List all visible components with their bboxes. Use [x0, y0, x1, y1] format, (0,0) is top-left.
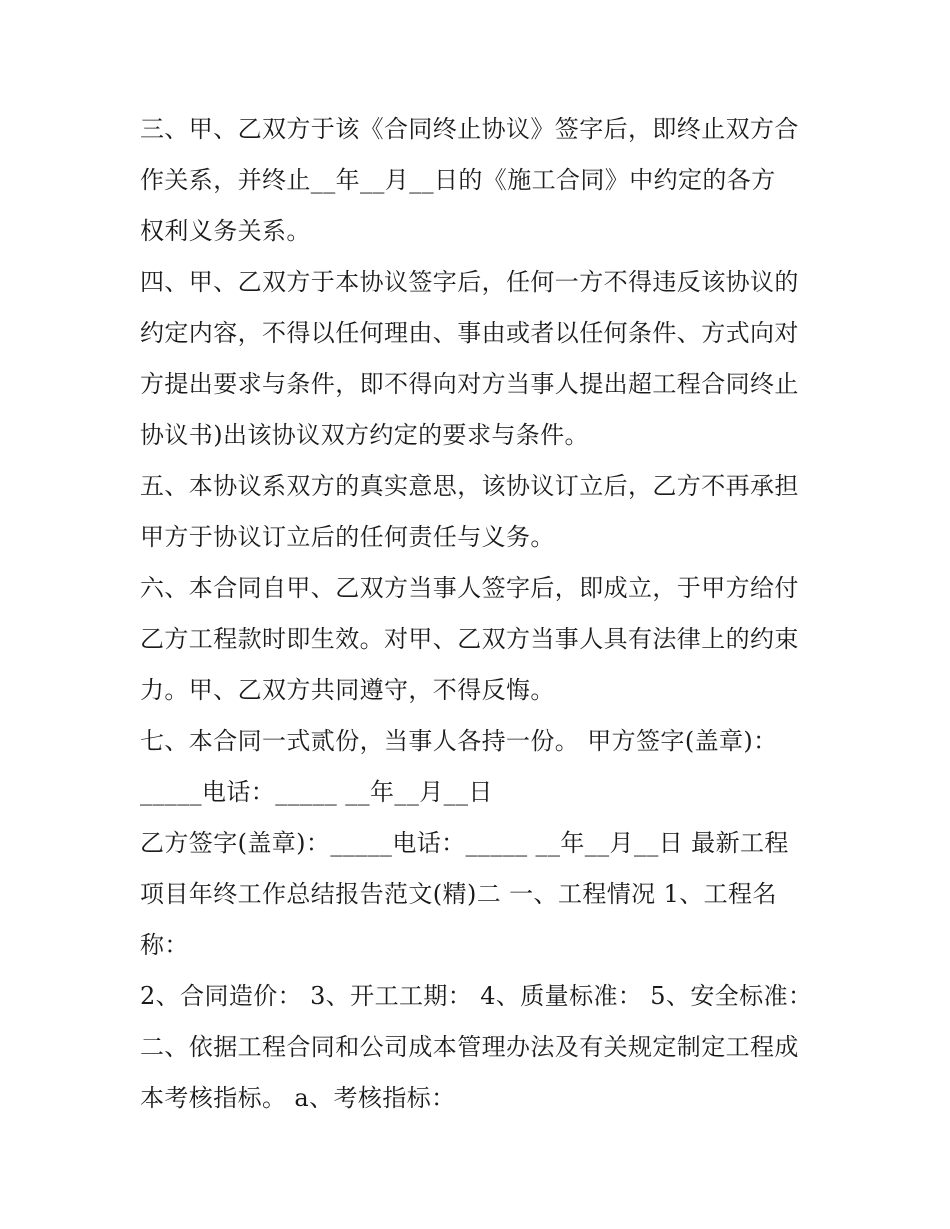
text-line: 约定内容，不得以任何理由、事由或者以任何条件、方式向对 — [140, 319, 799, 347]
text-line: 本考核指标。 a、考核指标： — [140, 1084, 456, 1112]
text-line: 甲方于协议订立后的任何责任与义务。 — [140, 523, 555, 551]
text-line: 七、本合同一式贰份，当事人各持一份。 甲方签字(盖章)： — [140, 727, 778, 755]
text-line: 2、合同造价： 3、开工工期： 4、质量标准： 5、安全标准： — [140, 982, 813, 1010]
text-line: 五、本协议系双方的真实意思，该协议订立后，乙方不再承担 — [140, 472, 799, 500]
text-line: 项目年终工作总结报告范文(精)二 一、工程情况 1、工程名 — [140, 880, 777, 908]
text-line: 六、本合同自甲、乙双方当事人签字后，即成立，于甲方给付 — [140, 574, 799, 602]
text-line: 协议书)出该协议双方约定的要求与条件。 — [140, 421, 589, 449]
text-line: 方提出要求与条件，即不得向对方当事人提出超工程合同终止 — [140, 370, 799, 398]
text-line: 乙方签字(盖章)：_____电话：_____ __年__月__日 最新工程 — [140, 829, 789, 857]
text-line: 力。甲、乙双方共同遵守，不得反悔。 — [140, 676, 555, 704]
text-line: 作关系，并终止__年__月__日的《施工合同》中约定的各方 — [140, 166, 776, 194]
text-line: _____电话：_____ __年__月__日 — [140, 778, 493, 806]
text-line: 乙方工程款时即生效。对甲、乙双方当事人具有法律上的约束 — [140, 625, 799, 653]
text-line: 三、甲、乙双方于该《合同终止协议》签字后，即终止双方合 — [140, 115, 799, 143]
document-body — [140, 104, 820, 1124]
text-line: 称： — [140, 931, 189, 959]
text-line: 权利义务关系。 — [140, 217, 311, 245]
text-line: 二、依据工程合同和公司成本管理办法及有关规定制定工程成 — [140, 1033, 799, 1061]
text-line: 四、甲、乙双方于本协议签字后，任何一方不得违反该协议的 — [140, 268, 799, 296]
